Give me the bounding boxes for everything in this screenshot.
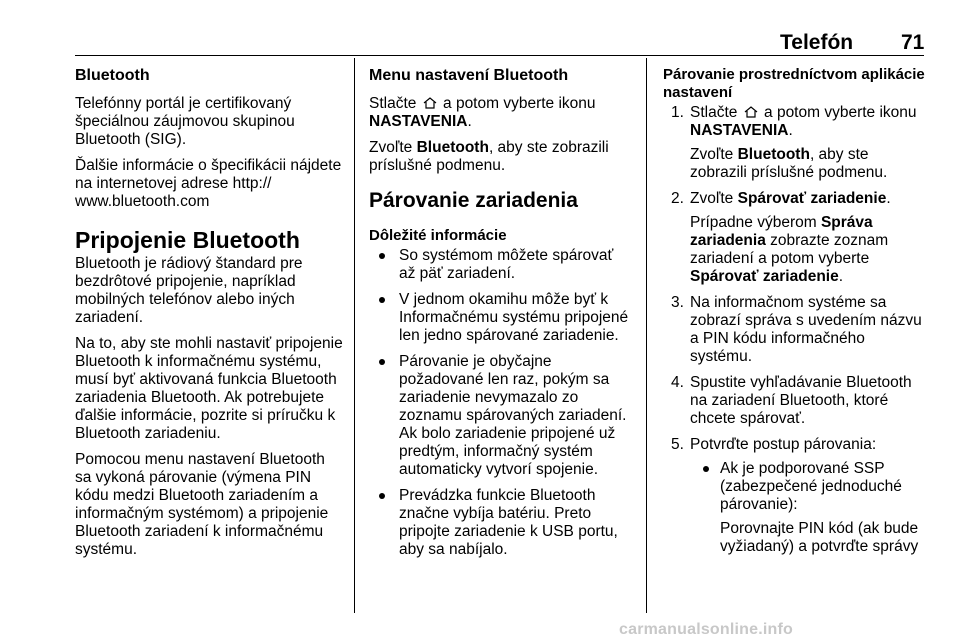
text: . — [788, 122, 793, 139]
text: Stlačte — [369, 95, 417, 112]
step-number: 2. — [671, 190, 684, 207]
subheading-parovanie-aplikacie: Párovanie prostredníctvom aplikácie nastavení — [663, 66, 925, 101]
bullet-dot — [703, 466, 709, 472]
header-rule — [75, 55, 924, 56]
step-2 — [663, 190, 929, 286]
text: , aby ste zobrazili príslušné podmenu. — [690, 146, 888, 181]
sub-bullet-list — [690, 460, 929, 556]
heading-pripojenie-bluetooth: Pripojenie Bluetooth — [75, 227, 300, 253]
menu-name: Spárovať zariadenie — [690, 268, 839, 285]
column-3 — [663, 58, 929, 613]
bullet-dot — [379, 359, 385, 365]
home-icon — [423, 97, 437, 109]
step-text: Spustite vyhľadávanie Bluetooth na zariadení Bluetooth, ktoré chcete spárovať. — [690, 374, 912, 427]
subheading-dolezite: Dôležité informácie — [369, 227, 507, 244]
text: Prípadne výberom — [690, 214, 817, 231]
paragraph — [369, 95, 633, 131]
bullet-dot — [379, 493, 385, 499]
paragraph: Na to, aby ste mohli nastaviť pripojenie Bluetooth k informačnému systému, musí byť aktivovaná funkcia Bluetooth zariadenia Bluetooth. Ak potrebujete ďalšie informácie, pozrite si príručku k Bluetooth zariadeniu. — [75, 335, 343, 442]
step-text — [690, 146, 929, 182]
text: zobrazte zoznam zariadení a potom vyberte — [690, 232, 889, 267]
step-3 — [663, 294, 929, 366]
text: . — [886, 190, 891, 207]
menu-name: Spárovať zariadenie — [737, 190, 887, 207]
text: Stlačte — [690, 104, 738, 121]
menu-name: Bluetooth — [737, 146, 810, 163]
step-5 — [663, 436, 929, 556]
step-text — [690, 214, 929, 286]
text: Zvoľte — [690, 146, 734, 163]
bullet-list — [369, 247, 633, 559]
step-text — [690, 104, 929, 140]
text: , aby ste zobrazili príslušné podmenu. — [369, 139, 609, 174]
step-1 — [663, 104, 929, 182]
list-item-text: Porovnajte PIN kód (ak bude vyžiadaný) a potvrďte správy — [720, 520, 919, 555]
list-item-text: Párovanie je obyčajne požadované len raz, pokým sa zariadenie nevymazalo zo zoznamu spárovaných zariadení. Ak bolo zariadenie pripojené už predtým, informačný systém automaticky vytvorí spojenie. — [399, 353, 627, 478]
step-number: 4. — [671, 374, 684, 391]
text: a potom vyberte ikonu — [764, 104, 917, 121]
list-item — [369, 487, 633, 559]
text: Zvoľte — [369, 139, 413, 156]
column-divider — [354, 58, 355, 613]
text: a potom vyberte ikonu — [443, 95, 596, 112]
step-number: 3. — [671, 294, 684, 311]
heading-menu-nastaveni: Menu nastavení Bluetooth — [369, 67, 569, 84]
list-item — [690, 460, 929, 556]
bullet-dot — [379, 297, 385, 303]
paragraph: Ďalšie informácie o špecifikácii nájdete na internetovej adrese http:// www.bluetooth.com — [75, 157, 342, 210]
list-item — [369, 353, 633, 479]
page-title: Telefón — [780, 31, 854, 54]
heading-parovanie-zariadenia: Párovanie zariadenia — [369, 189, 578, 212]
step-number: 5. — [671, 436, 684, 453]
home-icon — [744, 106, 758, 118]
step-text: Na informačnom systéme sa zobrazí správa s uvedením názvu a PIN kódu informačného systému. — [690, 294, 922, 365]
heading-bluetooth: Bluetooth — [75, 67, 150, 84]
list-item-text: V jednom okamihu môže byť k Informačnému systému pripojené len jedno spárované zariadenie. — [399, 291, 629, 344]
menu-name: NASTAVENIA — [690, 122, 789, 139]
step-4 — [663, 374, 929, 428]
menu-name: Bluetooth — [416, 139, 489, 156]
bullet-dot — [379, 253, 385, 259]
list-item-text: Prevádzka funkcie Bluetooth značne vybíja batériu. Preto pripojte zariadenie k USB portu, aby sa nabíjalo. — [399, 487, 618, 558]
paragraph: Telefónny portál je certifikovaný špeciálnou záujmovou skupinou Bluetooth (SIG). — [75, 95, 295, 148]
text: . — [838, 268, 844, 285]
paragraph — [369, 139, 633, 175]
column-2 — [369, 58, 633, 613]
column-1 — [75, 58, 345, 613]
step-number: 1. — [671, 104, 684, 121]
list-item — [369, 291, 633, 345]
list-item — [369, 247, 633, 283]
text: . — [467, 113, 472, 130]
list-item-text: So systémom môžete spárovať až päť zariadení. — [399, 247, 614, 282]
menu-name: NASTAVENIA — [369, 113, 468, 130]
paragraph: Pomocou menu nastavení Bluetooth sa vykoná párovanie (výmena PIN kódu medzi Bluetooth zariadením a informačným systémom) a pripojenie Bluetooth zariadení k informačnému systému. — [75, 451, 329, 558]
steps-list — [663, 104, 929, 556]
step-text: Potvrďte postup párovania: — [690, 436, 877, 453]
text: Zvoľte — [690, 190, 734, 207]
page-number: 71 — [901, 31, 925, 54]
menu-name: Správa zariadenia — [690, 214, 873, 249]
column-divider — [646, 58, 647, 613]
step-text — [690, 190, 929, 208]
paragraph: Bluetooth je rádiový štandard pre bezdrôtové pripojenie, napríklad mobilných telefónov alebo iných zariadení. — [75, 255, 303, 326]
watermark: carmanualsonline.info — [619, 621, 794, 638]
page-header — [0, 31, 960, 53]
list-item-text: Ak je podporované SSP (zabezpečené jednoduché párovanie): — [720, 460, 902, 513]
